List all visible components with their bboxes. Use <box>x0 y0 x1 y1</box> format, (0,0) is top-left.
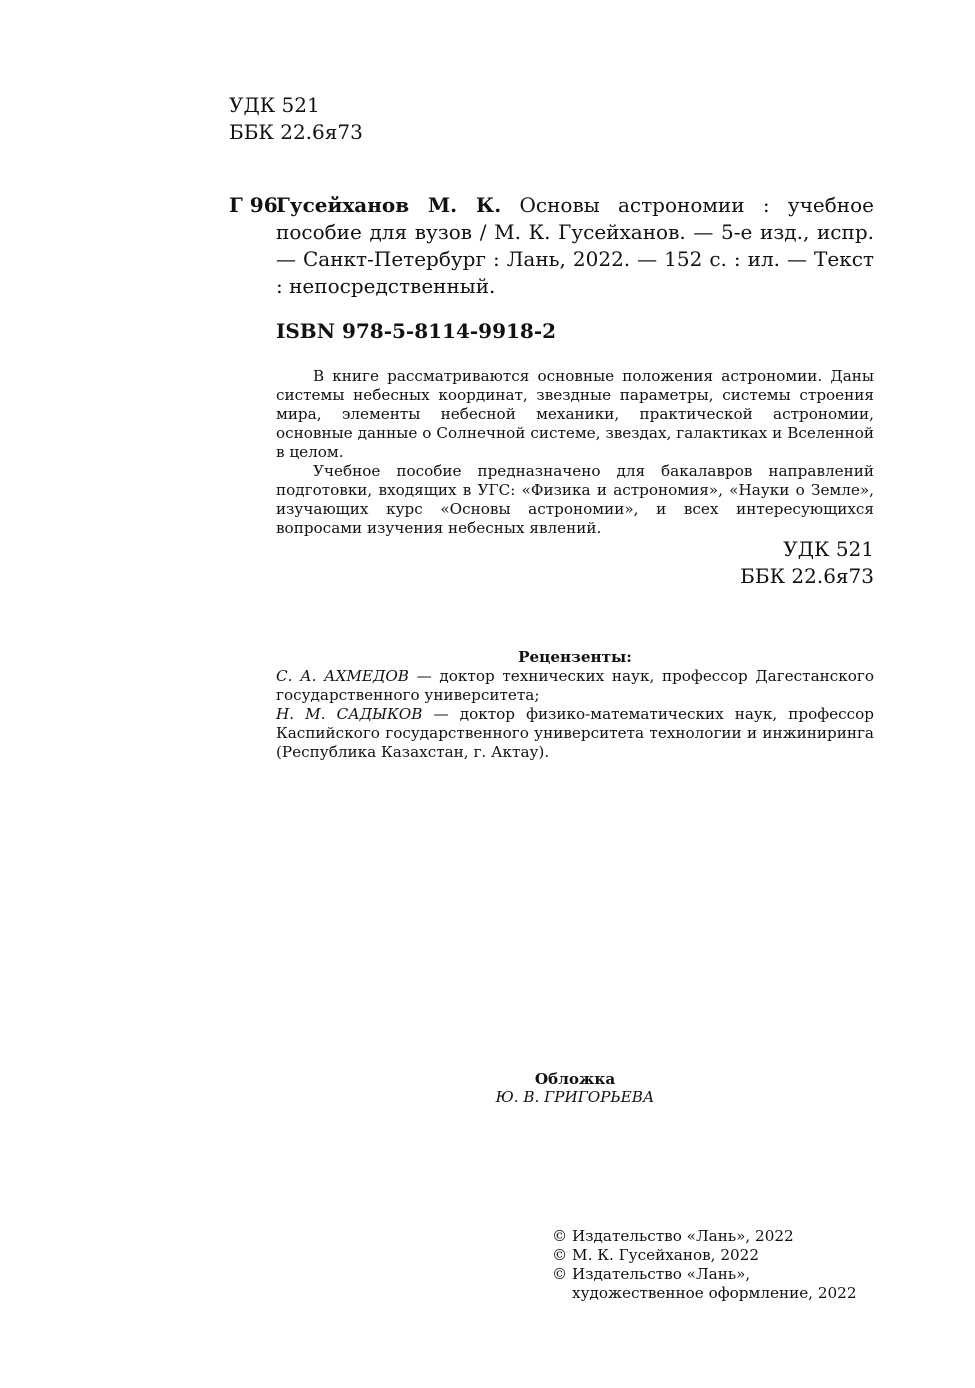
copyright-line: © Издательство «Лань», <box>552 1265 751 1283</box>
bbk-code: ББК 22.6я73 <box>229 120 363 144</box>
bibliographic-entry <box>276 192 874 300</box>
cover-heading: Обложка <box>534 1070 616 1088</box>
abstract <box>276 367 874 538</box>
reviewer-2 <box>276 705 874 762</box>
entry-author: Гусейханов М. К. <box>276 193 502 217</box>
udk-code: УДК 521 <box>229 93 320 117</box>
udk-block-bottom <box>740 536 874 590</box>
reviewer-1-name: С. А. АХМЕДОВ <box>276 667 409 685</box>
author-mark: Г 96 <box>229 193 278 217</box>
cover-designer: Ю. В. ГРИГОРЬЕВА <box>495 1088 655 1106</box>
udk-block-top <box>229 92 363 146</box>
bbk-code: ББК 22.6я73 <box>740 564 874 588</box>
entry-description: Основы астрономии : учебное пособие для вузов / М. К. Гусейханов. — 5-е изд., испр. — Санкт-Петербург : Лань, 2022. — 152 с. : ил. — Текст : непосредственный. <box>276 193 874 298</box>
copyright-line: © Издательство «Лань», 2022 <box>552 1227 794 1245</box>
udk-code: УДК 521 <box>783 537 874 561</box>
copyright-line: художественное оформление, 2022 <box>572 1284 857 1302</box>
abstract-paragraph-2: Учебное пособие предназначено для бакалавров направлений подготовки, входящих в УГС: «Физика и астрономия», «Науки о Земле», изучающих курс «Основы астрономии», и всех интересующихся вопросами изучения небесных явлений. <box>276 462 874 537</box>
reviewer-1-credentials: — доктор технических наук, профессор Дагестанского государственного университета; <box>276 667 874 704</box>
reviewers-list <box>276 667 874 762</box>
abstract-paragraph-1: В книге рассматриваются основные положения астрономии. Даны системы небесных координат, звездные параметры, системы строения мира, элементы небесной механики, практической астрономии, основные данные о Солнечной системе, звездах, галактиках и Вселенной в целом. <box>276 367 874 461</box>
reviewer-1 <box>276 667 874 705</box>
copyright-block <box>552 1227 857 1303</box>
reviewer-2-name: Н. М. САДЫКОВ <box>276 705 423 723</box>
reviewer-2-credentials: — доктор физико-математических наук, профессор Каспийского государственного университета технологии и инжиниринга (Республика Казахстан, г. Актау). <box>276 705 874 761</box>
isbn: ISBN 978-5-8114-9918-2 <box>276 319 557 343</box>
copyright-line: © М. К. Гусейханов, 2022 <box>552 1246 759 1264</box>
reviewers-heading: Рецензенты: <box>518 648 632 666</box>
